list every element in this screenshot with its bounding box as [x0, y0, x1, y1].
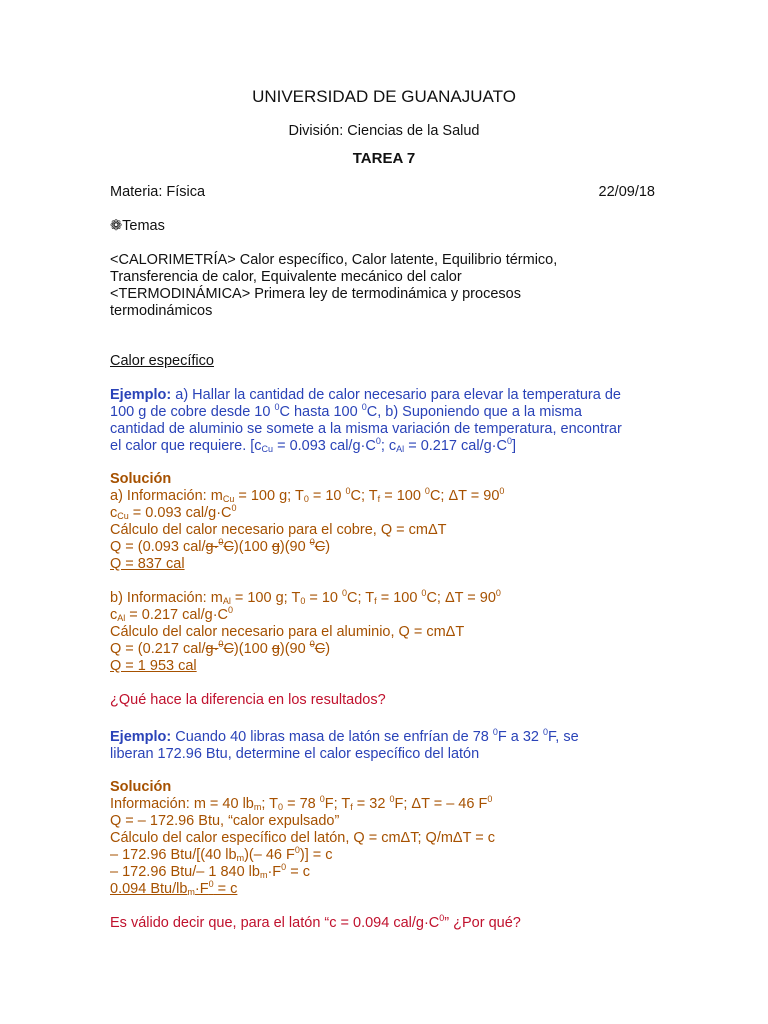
topics-label: Temas [122, 218, 165, 234]
solution1-b-calc: Cálculo del calor necesario para el aluminio, Q = cmΔT [110, 624, 465, 640]
example1-line-2: 100 g de cobre desde 10 $^0$C hasta 100 $^0$C, b) Suponiendo que a la misma [110, 402, 582, 420]
solution1-a-info: a) Información: $m_{Cu} = 100$ g; $T_0 = 10$ $^0$C; $T_f = 100$ $^0$C; $\Delta T = 90^0$ [110, 486, 505, 504]
solution1-label: Solución [110, 471, 172, 487]
subject-line: Materia: Física [110, 184, 206, 200]
topics-line-4: termodinámicos [110, 303, 213, 319]
solution1-a-specific-heat: $c_{Cu} = 0.093$ cal/$g\cdot C^0$ [110, 503, 237, 521]
solution1-a-equation: Q = (0.093 cal/g·$^0$C)(100 g)(90 $^0$C) [110, 537, 331, 555]
solution1-a-calc: Cálculo del calor necesario para el cobre, Q = cmΔT [110, 522, 447, 538]
topics-line-2: Transferencia de calor, Equivalente mecánico del calor [110, 269, 462, 285]
example2-line-2: liberan 172.96 Btu, determine el calor específico del latón [110, 746, 480, 762]
date-line: 22/09/18 [598, 184, 655, 200]
solution1-b-equation: Q = (0.217 cal/g·$^0$C)(100 g)(90 $^0$C) [110, 639, 331, 657]
topics-heading [110, 218, 165, 235]
solution2-calc: Cálculo del calor específico del latón, Q = cmΔT; Q/mΔT = c [110, 830, 495, 846]
solution2-info: Información: m = 40 $lb_m$; $T_0 = 78$ $^0$F; $T_f = 32$ $^0$F; ΔT = – 46 $F^0$ [110, 794, 493, 812]
solution1-a-result: Q = 837 cal [110, 556, 185, 572]
example2-line-1: Ejemplo: Cuando 40 libras masa de latón se enfrían de 78 $^0$F a 32 $^0$F, se [110, 727, 579, 745]
solution2-step-1: – 172.96 Btu/[(40 $lb_m)(-$ 46 $F^0)] = c$ [110, 845, 333, 863]
section-heading: Calor específico [110, 353, 214, 369]
topics-line-3: <TERMODINÁMICA> Primera ley de termodinámica y procesos [110, 286, 521, 302]
solution1-b-specific-heat: $c_{Al} = 0.217$ cal/$g\cdot C^0$ [110, 605, 234, 623]
example1-line-4: el calor que requiere. [$c_{Cu} = 0.093$ cal/$g\cdot C^0$; $c_{Al} = 0.217$ cal/$g\cdot C^0$] [110, 436, 516, 454]
example1-line-1: Ejemplo: a) Hallar la cantidad de calor necesario para elevar la temperatura de [110, 387, 621, 403]
example2-label: Ejemplo: [110, 729, 172, 745]
question-1: ¿Qué hace la diferencia en los resultados? [110, 692, 386, 708]
example1-line-3: cantidad de aluminio se somete a la misma variación de temperatura, encontrar [110, 421, 622, 437]
solution2-label: Solución [110, 779, 172, 795]
university-title: UNIVERSIDAD DE GUANAJUATO [252, 87, 516, 106]
solution1-b-info: b) Información: $m_{Al} = 100$ g; $T_0 = 10$ $^0$C; $T_f = 100$ $^0$C; $\Delta T = 90^0$ [110, 588, 501, 606]
solution2-q-line: Q = – 172.96 Btu, “calor expulsado” [110, 813, 340, 829]
topics-line-1: <CALORIMETRÍA> Calor específico, Calor latente, Equilibrio térmico, [110, 252, 558, 268]
division-line: División: Ciencias de la Salud [288, 123, 480, 139]
question-2: Es válido decir que, para el latón “c = 0.094 cal/$g\cdot C^0$” ¿Por qué? [110, 913, 521, 931]
example1-label: Ejemplo: [110, 387, 172, 403]
flower-bullet-icon: ❁ [110, 218, 123, 234]
solution2-step-2: – 172.96 Btu/– 1 840 $lb_m\cdot F^0 = c$ [110, 862, 310, 880]
solution1-b-result: Q = 1 953 cal [110, 658, 197, 674]
task-title: TAREA 7 [352, 150, 416, 167]
solution2-result: 0.094 Btu/$lb_m\cdot F^0 = c$ [110, 879, 238, 897]
